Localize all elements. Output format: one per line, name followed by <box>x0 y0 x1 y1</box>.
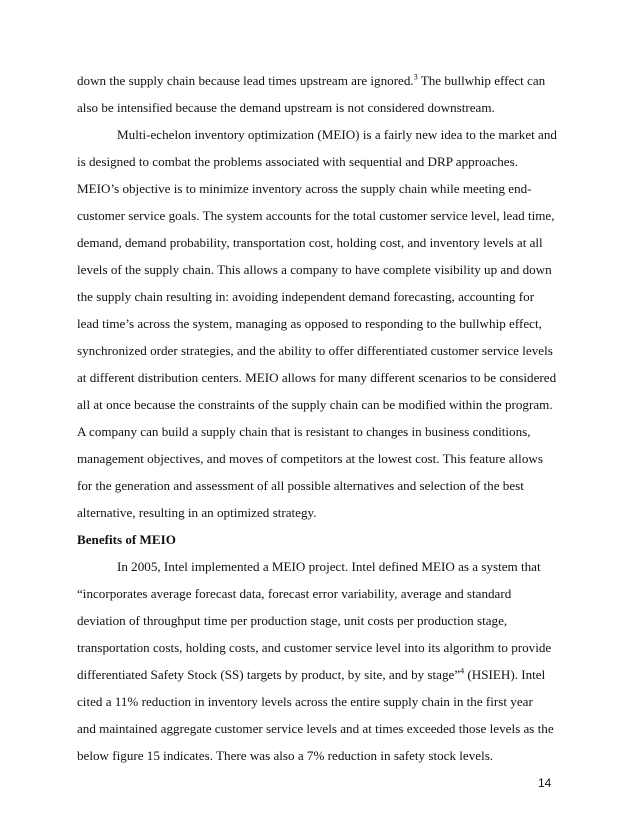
paragraph-2-line: the supply chain resulting in: avoiding independent demand forecasting, accounting for <box>77 289 535 304</box>
paragraph-2-line: demand, demand probability, transportation cost, holding cost, and inventory levels at all <box>77 235 543 250</box>
paragraph-2-line: A company can build a supply chain that is resistant to changes in business conditions, <box>77 424 531 439</box>
text-span: down the supply chain because lead times upstream are ignored. <box>77 73 414 88</box>
paragraph-2-line: MEIO’s objective is to minimize inventory across the supply chain while meeting end- <box>77 181 532 196</box>
paragraph-2-line: levels of the supply chain. This allows a company to have complete visibility up and down <box>77 262 552 277</box>
paragraph-2-line: all at once because the constraints of the supply chain can be modified within the program. <box>77 397 553 412</box>
paragraph-3-line-6: cited a 11% reduction in inventory levels across the entire supply chain in the first year <box>77 694 533 709</box>
paragraph-3-line-1: In 2005, Intel implemented a MEIO project. Intel defined MEIO as a system that <box>117 559 541 574</box>
paragraph-1-line-2: also be intensified because the demand upstream is not considered downstream. <box>77 100 495 115</box>
paragraph-2-line: management objectives, and moves of competitors at the lowest cost. This feature allows <box>77 451 543 466</box>
text-span: The bullwhip effect can <box>417 73 546 88</box>
paragraph-3-line-8: below figure 15 indicates. There was also a 7% reduction in safety stock levels. <box>77 748 494 763</box>
paragraph-3-line-3: deviation of throughput time per production stage, unit costs per production stage, <box>77 613 508 628</box>
paragraph-2-line: lead time’s across the system, managing as opposed to responding to the bullwhip effect, <box>77 316 542 331</box>
paragraph-2-line: for the generation and assessment of all possible alternatives and selection of the best <box>77 478 524 493</box>
paragraph-3-line-5 <box>77 667 545 683</box>
paragraph-2-line: customer service goals. The system accounts for the total customer service level, lead time, <box>77 208 555 223</box>
footnote-ref-3: 3 <box>413 72 418 82</box>
paragraph-2-line: Multi-echelon inventory optimization (MEIO) is a fairly new idea to the market and <box>117 127 557 142</box>
text-span: (HSIEH). Intel <box>464 667 546 682</box>
section-heading: Benefits of MEIO <box>77 532 176 547</box>
paragraph-3-line-4: transportation costs, holding costs, and customer service level into its algorithm to provide <box>77 640 552 655</box>
text-span: differentiated Safety Stock (SS) targets by product, by site, and by stage” <box>77 667 461 682</box>
paragraph-1-line-1 <box>77 73 545 89</box>
paragraph-2-line: at different distribution centers. MEIO allows for many different scenarios to be considered <box>77 370 557 385</box>
footnote-ref-4: 4 <box>460 666 465 676</box>
paragraph-2-line: alternative, resulting in an optimized strategy. <box>77 505 317 520</box>
page-number: 14 <box>538 776 552 790</box>
paragraph-3-line-7: and maintained aggregate customer service levels and at times exceeded those levels as the <box>77 721 554 736</box>
paragraph-3-line-2: “incorporates average forecast data, forecast error variability, average and standard <box>77 586 512 601</box>
paragraph-2-line: is designed to combat the problems associated with sequential and DRP approaches. <box>77 154 518 169</box>
paragraph-2-line: synchronized order strategies, and the ability to offer differentiated customer service levels <box>77 343 553 358</box>
